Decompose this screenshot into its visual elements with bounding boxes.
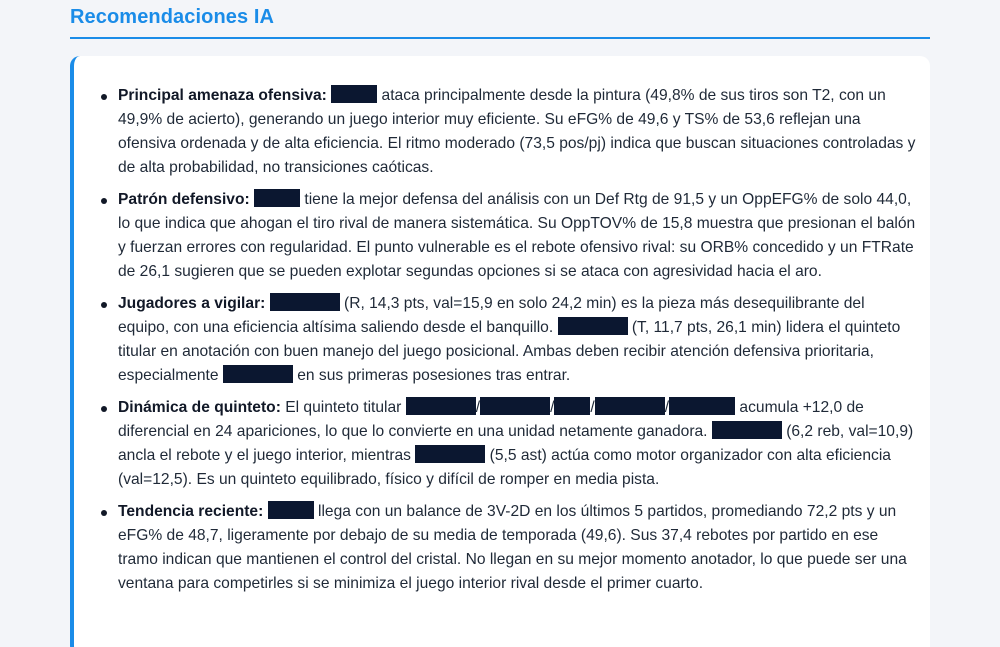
recommendation-offense (118, 84, 918, 180)
recommendation-label: Dinámica de quinteto: (118, 399, 281, 416)
lineup-separator: / (475, 399, 481, 416)
recommendations-card (70, 56, 930, 647)
recommendation-text: llega con un balance de 3V-2D en los últimos 5 partidos, promediando 72,2 pts y un eFG% de 48,7, ligeramente por debajo de su media de temporada (49,6). Sus 37,4 rebotes por partido en ese tramo indican que mantienen el control del cristal. No llegan en su mejor momento anotador, lo que puede ser una ventana para competirles si se minimiza el juego interior rival desde el primer cuarto. (118, 503, 907, 592)
recommendation-trend (118, 500, 918, 596)
recommendation-label: Jugadores a vigilar: (118, 295, 266, 312)
recommendation-text: tiene la mejor defensa del análisis con un Def Rtg de 91,5 y un OppEFG% de solo 44,0, lo que indica que ahogan el tiro rival de manera sistemática. Su OppTOV% de 15,8 muestra que presionan el balón y fuerzan errores con regularidad. El punto vulnerable es el rebote ofensivo rival: su ORB% concedido y un FTRate de 26,1 sugieren que se pueden explotar segundas opciones si se ataca con agresividad hacia el aro. (118, 191, 916, 280)
redacted-player-name (669, 397, 735, 415)
redacted-player-name (270, 293, 340, 311)
recommendation-text: (R, 14,3 pts, val=15,9 en solo 24,2 min) es la pieza más desequilibrante del equipo, con una eficiencia altísima saliendo desde el banquillo. (118, 295, 865, 336)
recommendations-list (118, 84, 918, 604)
redacted-player-name (406, 397, 476, 415)
recommendation-text: acumula +12,0 de diferencial en 24 apariciones, lo que lo convierte en una unidad netamente ganadora. (118, 399, 864, 440)
recommendation-lineup (118, 396, 918, 492)
redacted-player-name (595, 397, 665, 415)
recommendation-text: (T, 11,7 pts, 26,1 min) lidera el quinteto titular en anotación con buen manejo del juego posicional. Ambas deben recibir atención defensiva prioritaria, especialmente (118, 319, 901, 384)
redacted-team-name (331, 85, 377, 103)
recommendation-text: (5,5 ast) actúa como motor organizador con alta eficiencia (val=12,5). Es un quinteto equilibrado, físico y difícil de romper en media pista. (118, 447, 891, 488)
title-divider (70, 37, 930, 39)
recommendation-label: Tendencia reciente: (118, 503, 264, 520)
recommendation-defense (118, 188, 918, 284)
recommendation-label: Principal amenaza ofensiva: (118, 87, 327, 104)
redacted-team-name (268, 501, 314, 519)
redacted-player-name (554, 397, 590, 415)
recommendation-label: Patrón defensivo: (118, 191, 250, 208)
redacted-player-name (558, 317, 628, 335)
redacted-team-name (254, 189, 300, 207)
lineup-separator: / (590, 399, 595, 416)
recommendation-players (118, 292, 918, 388)
recommendation-text: en sus primeras posesiones tras entrar. (292, 367, 571, 384)
redacted-player-name (415, 445, 485, 463)
lineup-separator: / (664, 399, 670, 416)
section-title: Recomendaciones IA (70, 6, 275, 28)
recommendation-text: (6,2 reb, val=10,9) ancla el rebote y el juego interior, mientras (118, 423, 914, 464)
redacted-player-name (712, 421, 782, 439)
redacted-player-name (480, 397, 550, 415)
redacted-player-name (223, 365, 293, 383)
recommendation-text: ataca principalmente desde la pintura (49,8% de sus tiros son T2, con un 49,9% de acierto), generando un juego interior muy eficiente. Su eFG% de 49,6 y TS% de 53,6 reflejan una ofensiva ordenada y de alta eficiencia. El ritmo moderado (73,5 pos/pj) indica que buscan situaciones controladas y de alta probabilidad, no transiciones caóticas. (118, 87, 916, 176)
lineup-separator: / (550, 399, 555, 416)
recommendation-text: El quinteto titular (280, 399, 406, 416)
